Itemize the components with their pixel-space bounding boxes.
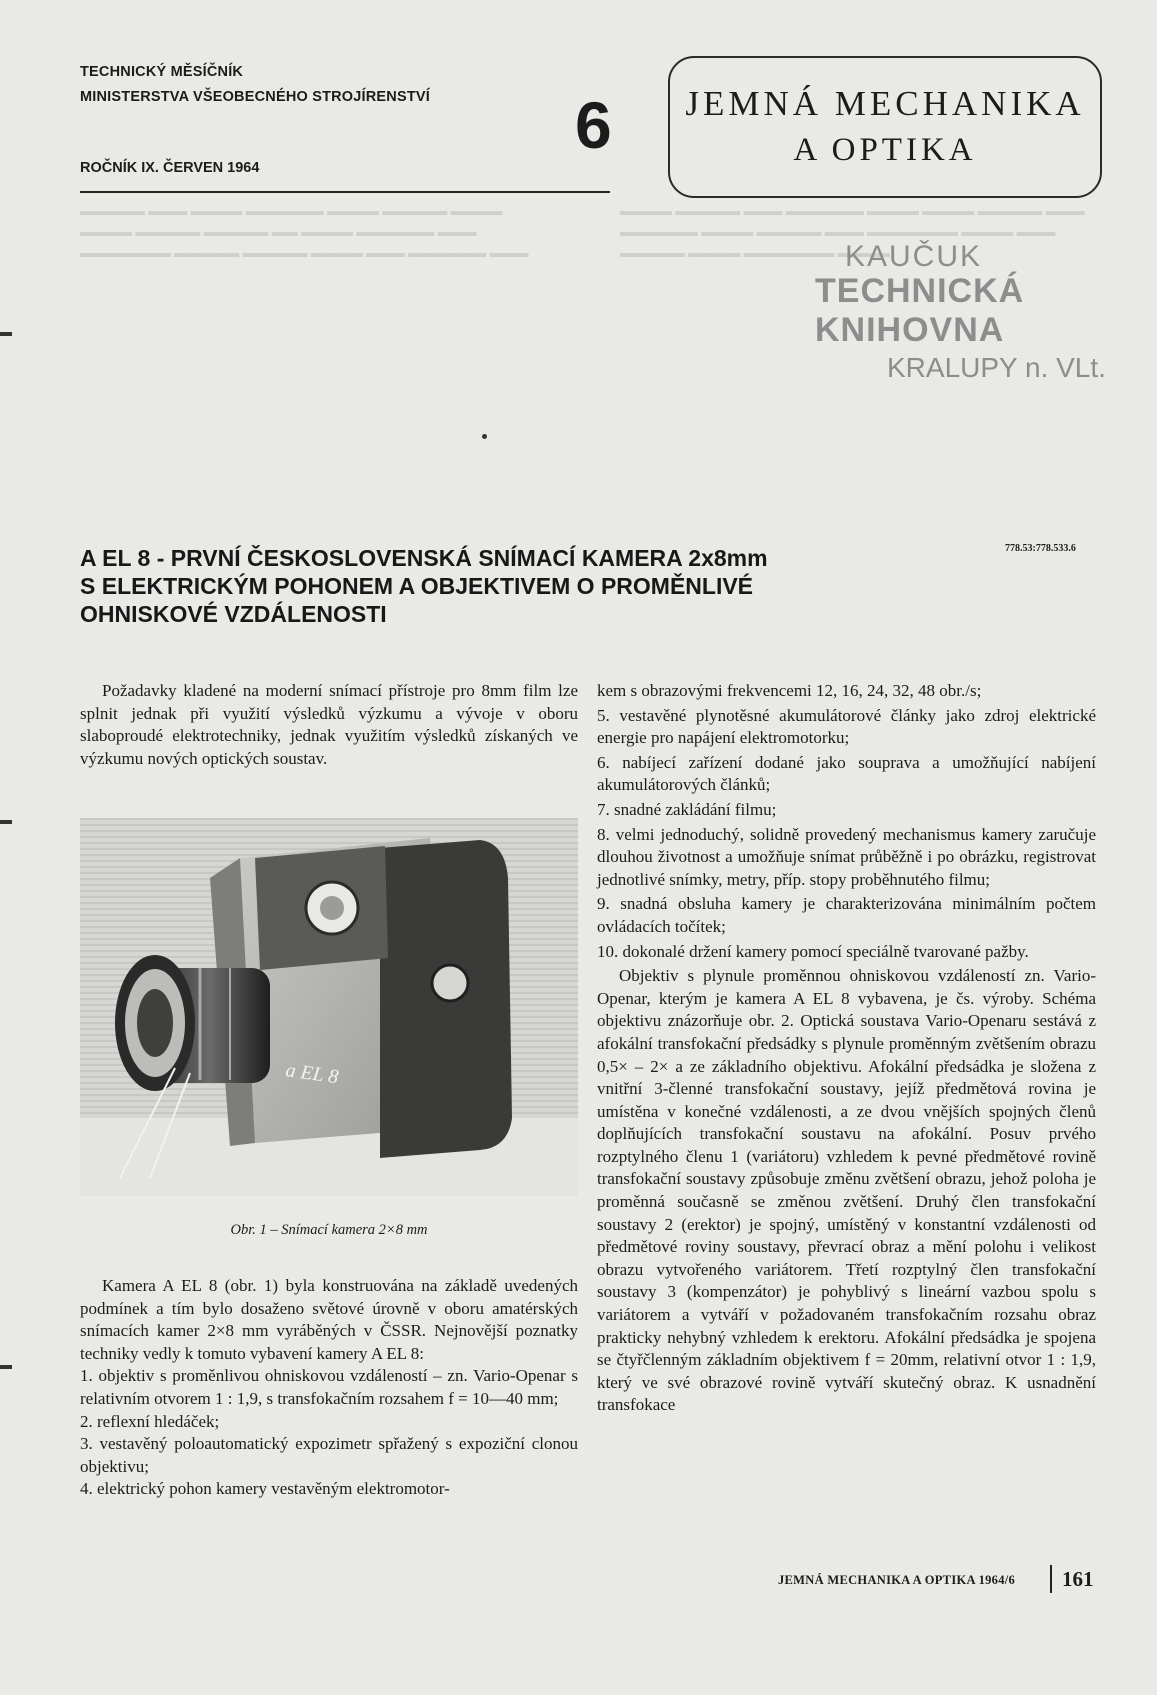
list-item: 10. dokonalé držení kamery pomocí speciálně tvarované pažby. xyxy=(597,941,1029,961)
list-item: 8. velmi jednoduchý, solidně provedený mechanismus kamery zaručuje dlouhou životnost a umožňuje snímat průběžně i po obrázku, registrovat jednotlivé snímky, metry, příp. stopy proběhnutého filmu; xyxy=(597,824,1096,889)
list-item: 5. vestavěné plynotěsné akumulátorové články jako zdroj elektrické energie pro napájení elektromotorku; xyxy=(597,705,1096,748)
journal-title-line-2: A OPTIKA xyxy=(793,132,977,168)
journal-title-line-1: JEMNÁ MECHANIKA xyxy=(685,84,1085,123)
page-number: 161 xyxy=(1062,1567,1094,1591)
footer-divider xyxy=(1050,1565,1052,1593)
show-through-text: ▬▬▬▬ ▬▬▬▬▬ ▬▬▬ ▬▬▬▬▬▬ ▬▬▬▬ ▬▬▬▬ ▬▬▬▬▬ ▬▬▬ ▬▬▬▬▬▬ ▬▬▬▬ ▬▬▬▬▬ ▬▬▬ ▬▬▬▬▬▬▬ ▬▬▬▬ ▬▬▬ ▬▬▬▬▬ ▬▬▬▬ ▬▬▬▬▬▬▬ ▬▬▬▬ xyxy=(620,203,1085,260)
list-item: 6. nabíjecí zařízení dodané jako souprava a umožňující nabíjení akumulátorových článků; xyxy=(597,752,1096,795)
figure-caption: Obr. 1 – Snímací kamera 2×8 mm xyxy=(230,1222,428,1238)
library-stamp xyxy=(815,240,1157,384)
right-body xyxy=(597,680,1096,1417)
issue-number: 6 xyxy=(575,88,612,162)
list-item: 7. snadné zakládání filmu; xyxy=(597,799,777,819)
intro-paragraph: Požadavky kladené na moderní snímací přístroje pro 8mm film lze splnit jednak při využití výsledků výzkumu a vývoje v oboru slaboproudé elektrotechniky, jednak využitím výsledků získaných ve výzkumu nových optických soustav. xyxy=(80,681,578,768)
article-title-line-1: A EL 8 - PRVNÍ ČESKOSLOVENSKÁ SNÍMACÍ KAMERA 2x8mm xyxy=(80,545,768,571)
publication-masthead xyxy=(80,60,430,110)
issue-line: ROČNÍK IX. ČERVEN 1964 xyxy=(80,160,260,176)
stamp-line-1: KAUČUK xyxy=(845,240,983,273)
binding-mark xyxy=(0,1365,12,1369)
body-paragraph: Kamera A EL 8 (obr. 1) byla konstruována na základě uvedených podmínek a tím bylo dosaženo světové úrovně v oboru amatérských snímacích kamer 2×8 mm vyráběných v ČSSR. Nejnovější poznatky techniky vedly k tomuto vybavení kamery A EL 8: xyxy=(80,1276,578,1363)
udc-code: 778.53:778.533.6 xyxy=(1005,543,1076,554)
camera-photo xyxy=(80,818,578,1196)
binding-mark xyxy=(0,820,12,824)
article-title-line-2: S ELEKTRICKÝM POHONEM A OBJEKTIVEM O PROMĚNLIVÉ xyxy=(80,573,754,599)
ink-dot xyxy=(482,434,487,439)
article-title xyxy=(80,544,980,628)
stamp-line-3: KRALUPY n. VLt. xyxy=(887,352,1106,383)
publication-line-2: MINISTERSTVA VŠEOBECNÉHO STROJÍRENSTVÍ xyxy=(80,89,431,105)
camera-model-label: a EL 8 xyxy=(284,1059,340,1089)
intro-paragraph-block xyxy=(80,680,578,770)
article-title-line-3: OHNISKOVÉ VZDÁLENOSTI xyxy=(80,601,387,627)
list-item: 9. snadná obsluha kamery je charakterizována minimálním počtem ovládacích točítek; xyxy=(597,894,1096,936)
show-through-text: ▬▬▬▬▬ ▬▬▬ ▬▬▬▬ ▬▬▬▬▬▬ ▬▬▬▬ ▬▬▬▬▬ ▬▬▬▬ ▬▬▬▬ ▬▬▬▬▬ ▬▬▬▬▬ ▬▬ ▬▬▬▬ ▬▬▬▬▬▬ ▬▬▬ ▬▬▬▬▬▬▬ ▬▬▬▬▬ ▬▬▬▬▬ ▬▬▬▬ ▬▬▬ ▬▬▬▬▬▬ ▬▬▬ xyxy=(80,203,529,260)
binding-mark xyxy=(0,332,12,336)
list-item: 4. elektrický pohon kamery vestavěným elektromotor- xyxy=(80,1479,450,1499)
stamp-line-2: TECHNICKÁ KNIHOVNA xyxy=(815,272,1025,349)
left-body xyxy=(80,1275,578,1501)
list-item: 2. reflexní hledáček; xyxy=(80,1411,220,1431)
masthead-rule xyxy=(80,191,610,193)
list-item: 1. objektiv s proměnlivou ohniskovou vzdáleností – zn. Vario-Openar s relativním otvorem 1 : 1,9, s transfokačním rozsahem f = 10—40 mm; xyxy=(80,1366,578,1408)
camera-illustration xyxy=(80,818,578,1196)
list-item: 3. vestavěný poloautomatický expozimetr spřažený s expoziční clonou objektivu; xyxy=(80,1434,578,1476)
publication-line-1: TECHNICKÝ MĚSÍČNÍK xyxy=(80,64,244,80)
list-item: kem s obrazovými frekvencemi 12, 16, 24, 32, 48 obr./s; xyxy=(597,681,982,700)
journal-title-box xyxy=(668,56,1102,198)
body-paragraph: Objektiv s plynule proměnnou ohniskovou vzdáleností zn. Vario-Openar, kterým je kamera A EL 8 vybavena, je čs. výroby. Schéma objektivu znázorňuje obr. 2. Optická soustava Vario-Openaru sestává z afokální transfokační předsádky s plynule proměnným zvětšením obrazu 0,5× – 2× a ze základního objektivu. Afokální předsádka je složena z vnitřní 3-členné transfokační soustavy, jejíž předmětová rovina je umístěna v konečné vzdálenosti, a ze dvou vnějších spojných členů doplňujících transfokační soustavu na afokální. Posuv prvého rozptylného členu 1 (variátoru) vzhledem k pevné předmětové rovině transfokační soustavy způsobuje změnu zvětšení obrazu, jehož poloha je proměnná současně se změnou zvětšení. Druhý člen transfokační soustavy 2 (erektor) je spojný, umístěný v konstantní vzdálenosti od předmětové roviny soustavy, převrací obraz a mění polohu i velikost obrazu vytvořeného variátorem. Třetí rozptylný člen transfokační soustavy 3 (kompenzátor) je pohyblivý s lineární vazbou spolu s variátorem a vytváří v požadovaném transfokačním rozsahu obraz prakticky nehybný vzhledem k erektoru. Afokální předsádka je spojena se čtyřčlenným základním objektivem f = 20mm, relativní otvor 1 : 1,9, který ve své obrazové rovině vytváří skutečný obraz. K usnadnění transfokace xyxy=(597,966,1096,1415)
running-footer: JEMNÁ MECHANIKA A OPTIKA 1964/6 xyxy=(778,1573,1016,1587)
